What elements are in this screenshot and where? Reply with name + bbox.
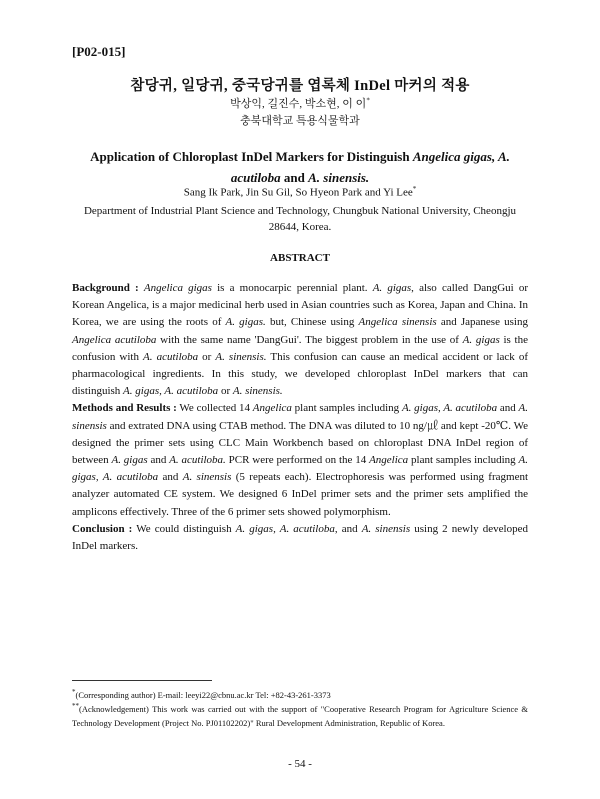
korean-title: 참당귀, 일당귀, 중국당귀를 엽록체 InDel 마커의 적용 xyxy=(130,78,470,94)
english-authors: Sang Ik Park, Jin Su Gil, So Hyeon Park and Yi Lee* xyxy=(183,185,417,199)
footnote-acknowledgement: **(Acknowledgement) This work was carried out with the support of "Cooperative Research Program for Agriculture Science & Technology Development (Project No. PJ01102202)" Rural Development Administration, Republic of Korea. xyxy=(72,702,528,728)
poster-code: [P02-015] xyxy=(72,44,126,59)
conclusion-paragraph: Conclusion : We could distinguish A. gigas, A. acutiloba, and A. sinensis using 2 newly developed InDel markers. xyxy=(72,522,528,553)
english-title: Application of Chloroplast InDel Markers for Distinguish Angelica gigas, A. acutiloba and A. sinensis. xyxy=(90,149,510,185)
abstract-heading: ABSTRACT xyxy=(270,252,330,264)
korean-affiliation: 충북대학교 특용식물학과 xyxy=(240,115,360,127)
page-number: - 54 - xyxy=(288,758,312,770)
korean-authors: 박상익, 길진수, 박소현, 이 이* xyxy=(230,96,370,110)
background-paragraph: Background : Angelica gigas is a monocarpic perennial plant. A. gigas, also called DangGui or Korean Angelica, is a major medicinal herb used in Asian countries such as Korea, Japan and China. In Korea, we are using the roots of A. gigas. but, Chinese using Angelica sinensis and Japanese using Angelica acutiloba with the same name 'DangGui'. The biggest problem in the use of A. gigas is the confusion with A. acutiloba or A. sinensis. This confusion can cause an medical accident or lack of pharmacological ingredients. In this study, we developed chloroplast InDel markers that can distinguish A. gigas, A. acutiloba or A. sinensis. xyxy=(72,282,529,398)
footnote-divider xyxy=(72,680,212,681)
footnote-corresponding: *(Corresponding author) E-mail: leeyi22@cbnu.ac.kr Tel: +82-43-261-3373 xyxy=(72,688,331,700)
methods-paragraph: Methods and Results : We collected 14 Angelica plant samples including A. gigas, A. acutiloba and A. sinensis and extrated DNA using CTAB method. The DNA was diluted to 10 ng/㎕ and kept -20℃. We designed the primer sets using CLC Main Workbench based on chloroplast DNA InDel region of between A. gigas and A. acutiloba. PCR were performed on the 14 Angelica plant samples including A. gigas, A. acutiloba and A. sinensis (5 repeats each). Electrophoresis was performed using fragment analyzer automated CE system. We designed 6 InDel primer sets and the primer sets amplified the amplicons effectively. Three of the 6 primer sets showed polymorphism. xyxy=(72,402,529,518)
abstract-body xyxy=(72,280,528,555)
english-affiliation: Department of Industrial Plant Science and Technology, Chungbuk National University, Cheongju 28644, Korea. xyxy=(83,205,516,233)
